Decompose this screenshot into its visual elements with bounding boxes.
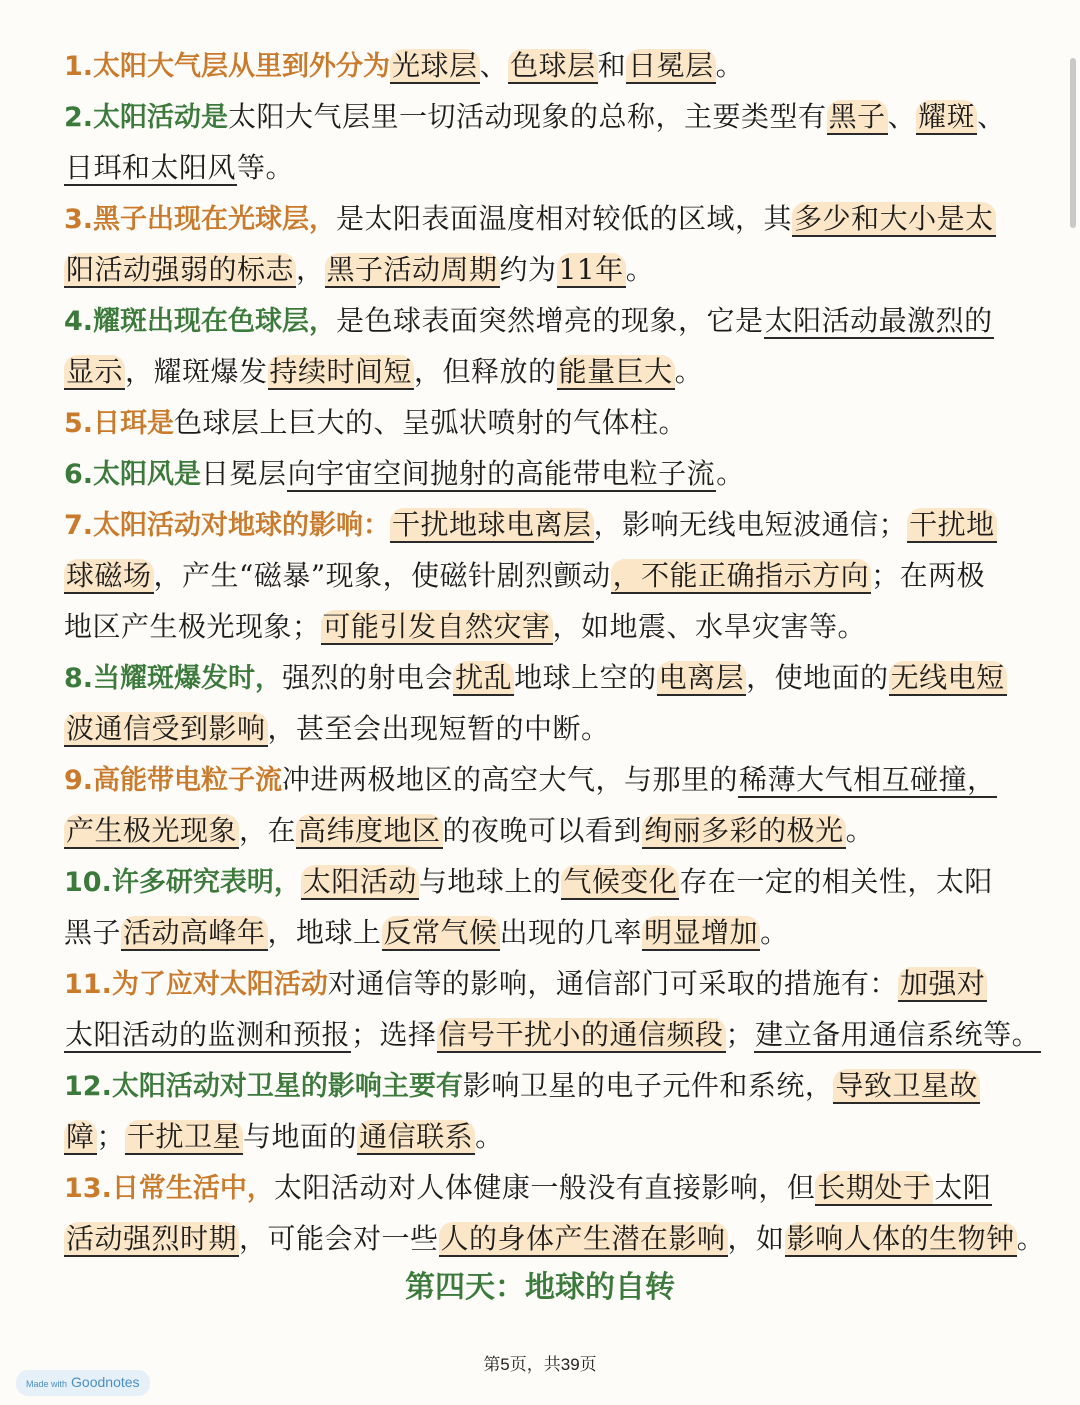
item-11: 11.为了应对太阳活动对通信等的影响，通信部门可采取的措施有：加强对 (64, 967, 986, 1000)
highlight-text: 高纬度地区 (298, 814, 441, 847)
highlight-text: 显示 (66, 355, 124, 388)
highlight-text: 球磁场 (66, 559, 152, 592)
item-7-cont2: 地区产生极光现象；可能引发自然灾害，如地震、水旱灾害等。 (64, 610, 867, 643)
item-12-cont: 障；干扰卫星与地面的通信联系。 (66, 1120, 504, 1153)
highlight-prominence-wind: 日珥和太阳风 (65, 151, 237, 184)
highlight-text: 11年 (558, 253, 624, 286)
item-12-heading: 12.太阳活动对卫星的影响主要有 (64, 1071, 463, 1102)
item-9-heading: 9.高能带电粒子流 (64, 765, 283, 796)
item-8-heading: 8.当耀斑爆发时， (64, 663, 283, 694)
highlight-text: 绚丽多彩的极光 (644, 814, 844, 847)
highlight-text: 可能引发自然灾害 (322, 610, 551, 643)
highlight-text: 通信联系 (359, 1120, 474, 1153)
item-6-heading: 6.太阳风是 (64, 459, 202, 490)
item-6: 6.太阳风是日冕层向宇宙空间抛射的高能带电粒子流。 (64, 457, 745, 490)
highlight-text: 反常气候 (383, 916, 498, 949)
highlight-text: 干扰地 (909, 508, 995, 541)
highlight-text: 产生极光现象 (66, 814, 238, 847)
item-3: 3.黑子出现在光球层，是太阳表面温度相对较低的区域，其多少和大小是太 (64, 202, 994, 235)
highlight-text: 气候变化 (563, 865, 678, 898)
highlight-text: 电离层 (658, 661, 745, 694)
item-11-cont: 太阳活动的监测和预报；选择信号干扰小的通信频段；建立备用通信系统等。 (65, 1018, 1041, 1051)
item-10-cont: 黑子活动高峰年，地球上反常气候出现的几率明显增加。 (64, 916, 789, 949)
highlight-text: 扰乱 (455, 661, 513, 694)
goodnotes-brand: Goodnotes (71, 1374, 140, 1390)
item-3-heading: 3.黑子出现在光球层， (64, 204, 337, 235)
notes-content (64, 40, 1046, 1264)
item-1: 1.太阳大气层从里到外分为光球层、色球层和日冕层。 (64, 49, 745, 82)
highlight-text: 影响人体的生物钟 (786, 1222, 1015, 1255)
highlight-text: 黑子活动周期 (326, 253, 498, 286)
item-2: 2.太阳活动是太阳大气层里一切活动现象的总称，主要类型有黑子、耀斑、 (64, 100, 1006, 133)
item-3-cont: 阳活动强弱的标志，黑子活动周期约为11年。 (66, 253, 655, 286)
item-10: 10.许多研究表明，太阳活动与地球上的气候变化存在一定的相关性，太阳 (64, 865, 993, 898)
item-5: 5.日珥是色球层上巨大的、呈弧状喷射的气体柱。 (64, 406, 688, 439)
item-13: 13.日常生活中，太阳活动对人体健康一般没有直接影响，但长期处于 太阳 (64, 1171, 992, 1204)
item-13-heading: 13.日常生活中， (64, 1173, 274, 1204)
item-4: 4.耀斑出现在色球层，是色球表面突然增亮的现象，它是太阳活动最激烈的 (64, 304, 993, 337)
highlight-text: 太阳活动 (302, 865, 417, 898)
highlight-flare: 耀斑 (918, 100, 976, 133)
highlight-text: 持续时间短 (269, 355, 413, 388)
item-9-cont: 产生极光现象，在高纬度地区的夜晚可以看到绚丽多彩的极光。 (66, 814, 875, 847)
item-10-heading: 10.许多研究表明， (64, 867, 301, 898)
item-11-heading: 11.为了应对太阳活动 (64, 969, 328, 1000)
highlight-text: 干扰卫星 (127, 1120, 242, 1153)
item-8-cont: 波通信受到影响，甚至会出现短暂的中断。 (66, 712, 610, 745)
highlight-text: 加强对 (899, 967, 986, 1000)
highlight-sunspot: 黑子 (828, 100, 886, 133)
highlight-text: 多少和大小是太 (794, 202, 994, 235)
highlight-text: 活动高峰年 (123, 916, 266, 949)
goodnotes-badge[interactable] (16, 1370, 150, 1396)
item-2-heading: 2.太阳活动是 (64, 102, 229, 133)
highlight-text: 明显增加 (644, 916, 759, 949)
item-4-heading: 4.耀斑出现在色球层， (64, 306, 337, 337)
layer-chromosphere: 色球层 (510, 49, 596, 82)
highlight-text: 太阳 (934, 1171, 992, 1204)
item-2-cont: 日珥和太阳风等。 (65, 151, 295, 184)
made-with-label: Made with (26, 1379, 68, 1389)
highlight-text: 障 (66, 1120, 95, 1153)
highlight-text: 人的身体产生潜在影响 (440, 1222, 726, 1255)
item-13-cont: 活动强烈时期，可能会对一些人的身体产生潜在影响，如影响人体的生物钟。 (66, 1222, 1046, 1255)
item-7-cont: 球磁场，产生“磁暴”现象，使磁针剧烈颤动，不能正确指示方向；在两极 (66, 559, 986, 592)
highlight-text: 活动强烈时期 (66, 1222, 238, 1255)
item-1-heading: 1.太阳大气层从里到外分为 (64, 51, 391, 82)
layer-corona: 日冕层 (628, 49, 714, 82)
item-7-heading: 7.太阳活动对地球的影响： (64, 510, 391, 541)
highlight-text: 干扰地球电离层 (392, 508, 592, 541)
highlight-text: 建立备用通信系统等。 (755, 1018, 1041, 1051)
page-indicator: 第5页，共39页 (483, 1355, 597, 1374)
highlight-text: 稀薄大气相互碰撞， (739, 763, 996, 796)
highlight-text: 长期处于 (817, 1171, 932, 1204)
highlight-text: 无线电短 (890, 661, 1005, 694)
highlight-text: 太阳活动最激烈的 (764, 304, 993, 337)
item-8: 8.当耀斑爆发时，强烈的射电会扰乱地球上空的电离层，使地面的无线电短 (64, 661, 1005, 694)
highlight-text: 能量巨大 (558, 355, 673, 388)
highlight-text: 太阳活动的监测和预报 (65, 1018, 351, 1051)
scrollbar[interactable] (1070, 58, 1076, 228)
item-9: 9.高能带电粒子流冲进两极地区的高空大气，与那里的稀薄大气相互碰撞， (64, 763, 996, 796)
item-12: 12.太阳活动对卫星的影响主要有影响卫星的电子元件和系统，导致卫星故 (64, 1069, 978, 1102)
highlight-text: 阳活动强弱的标志 (66, 253, 295, 286)
layer-photosphere: 光球层 (392, 49, 478, 82)
highlight-text: 波通信受到影响 (66, 712, 266, 745)
highlight-text: 导致卫星故 (835, 1069, 978, 1102)
item-7: 7.太阳活动对地球的影响：干扰地球电离层，影响无线电短波通信；干扰地 (64, 508, 995, 541)
highlight-text: 信号干扰小的通信频段 (438, 1018, 724, 1051)
item-4-cont: 显示，耀斑爆发持续时间短，但释放的能量巨大。 (66, 355, 704, 388)
item-5-heading: 5.日珥是 (64, 408, 175, 439)
highlight-text: 向宇宙空间抛射的高能带电粒子流 (287, 457, 716, 490)
section-title: 第四天：地球的自转 (405, 1270, 675, 1305)
highlight-text: ，不能正确指示方向 (612, 559, 870, 592)
